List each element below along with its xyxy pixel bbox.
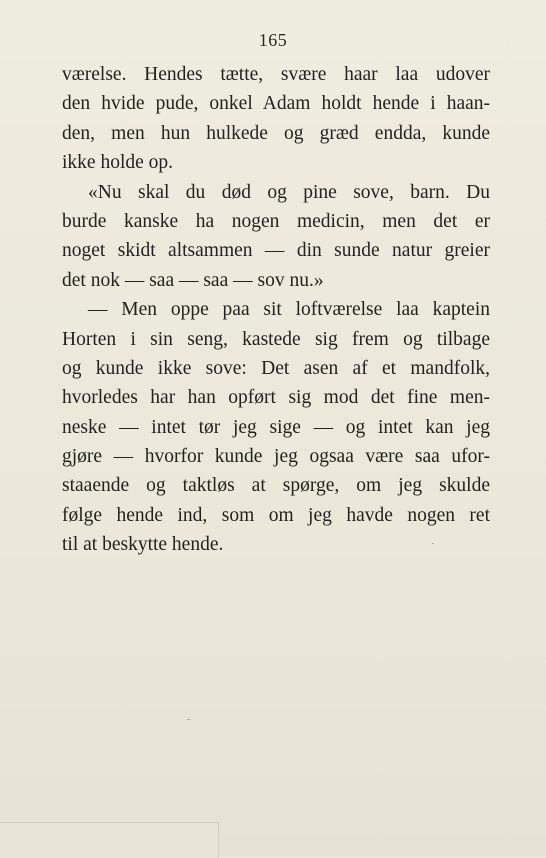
text-line: hvorledes har han opført sig mod det fine men- [62, 387, 490, 409]
text-line: «Nu skal du død og pine sove, barn. Du [88, 181, 490, 203]
page-edge-strip [0, 822, 219, 858]
text-line: noget skidt altsammen — din sunde natur greier [62, 240, 490, 262]
text-line: den, men hun hulkede og græd endda, kunde [62, 122, 490, 144]
page-number: 165 [258, 30, 288, 50]
text-line: ikke holde op. [62, 152, 174, 174]
paper-speck [432, 543, 434, 544]
text-line: det nok — saa — saa — sov nu.» [62, 269, 324, 291]
text-line: neske — intet tør jeg sige — og intet kan jeg [62, 416, 490, 438]
text-line: staaende og taktløs at spørge, om jeg skulde [62, 475, 490, 497]
text-line: til at beskytte hende. [62, 534, 224, 556]
text-line: værelse. Hendes tætte, svære haar laa udover [62, 64, 490, 85]
text-line: burde kanske ha nogen medicin, men det er [62, 210, 490, 232]
paper-speck [187, 719, 190, 720]
text-line: følge hende ind, som om jeg havde nogen ret [62, 504, 490, 526]
text-line: den hvide pude, onkel Adam holdt hende i haan- [62, 93, 490, 115]
text-line: Horten i sin seng, kastede sig frem og tilbage [62, 328, 490, 350]
text-line: og kunde ikke sove: Det asen af et mandfolk, [62, 357, 490, 379]
body-text [62, 60, 490, 560]
text-line: — Men oppe paa sit loftværelse laa kaptein [88, 299, 490, 321]
text-line: gjøre — hvorfor kunde jeg ogsaa være saa ufor- [62, 446, 490, 468]
